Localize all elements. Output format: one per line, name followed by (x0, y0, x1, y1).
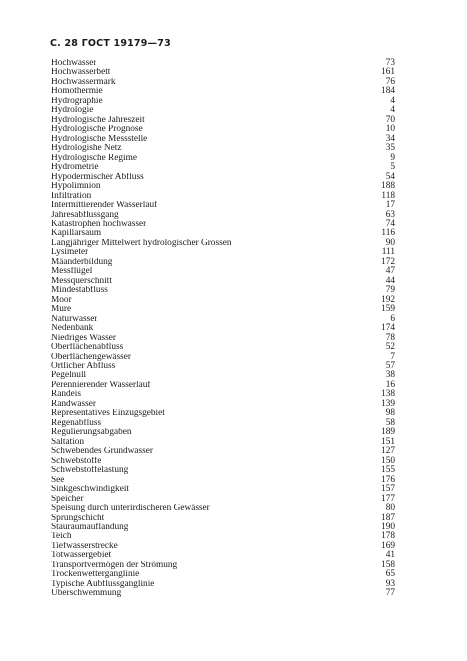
index-entry (51, 201, 395, 210)
index-term: Oberflächengewässer (51, 352, 132, 362)
index-term: Infiltration (51, 191, 92, 201)
index-page-number: 187 (381, 512, 395, 523)
index-term: Speicher (51, 494, 84, 504)
index-entry (51, 551, 395, 560)
index-page-number: 139 (381, 398, 395, 409)
index-page-number: 54 (385, 171, 395, 182)
index-entry (51, 315, 395, 324)
index-entry (51, 476, 395, 485)
index-page-number: 177 (381, 493, 395, 504)
index-entry (51, 466, 395, 475)
index-page-number: 188 (381, 181, 395, 192)
index-entry (51, 59, 395, 68)
index-term: Sprungschicht (51, 513, 105, 523)
index-page-number: 16 (385, 379, 395, 390)
index-term: Regulierungsabgaben (51, 428, 132, 438)
index-entry (51, 381, 395, 390)
index-page-number: 41 (385, 550, 395, 561)
index-page-number: 172 (381, 256, 395, 267)
index-entry (51, 514, 395, 523)
index-term: Homothermie (51, 87, 103, 97)
index-page-number: 65 (385, 569, 395, 580)
index-entry (51, 163, 395, 172)
index-term: Messquerschnitt (51, 276, 112, 286)
index-term: Ortlicher Abfluss (51, 362, 116, 371)
index-entry (51, 495, 395, 504)
index-entry (51, 542, 395, 551)
index-term: Hydrologishe Netz (51, 144, 122, 154)
index-page-number: 57 (385, 361, 395, 371)
index-term: Hochwasser (51, 59, 97, 68)
index-entry (51, 400, 395, 409)
index-page-number: 79 (385, 285, 395, 296)
index-term: Randwasser (51, 399, 96, 409)
index-term: Mure (51, 305, 72, 315)
index-page-number: 58 (385, 417, 395, 428)
index-page-number: 151 (381, 436, 395, 447)
index-page-number: 77 (385, 588, 395, 599)
index-page-number: 138 (381, 389, 395, 400)
index-page-number: 190 (381, 521, 395, 532)
index-page-number: 111 (381, 247, 395, 258)
index-term: Schwebstoffe (51, 456, 102, 466)
index-page-number: 150 (381, 455, 395, 466)
index-term: Mindestabfluss (51, 286, 108, 296)
index-page-number: 9 (390, 152, 395, 163)
index-term: Kapillarsaum (51, 229, 102, 239)
index-page-number: 74 (385, 218, 395, 229)
index-term: Mäanderbildung (51, 257, 113, 267)
index-term: Oberflächenabfluss (51, 343, 124, 353)
index-page-number: 73 (385, 58, 395, 68)
index-page-number: 34 (385, 133, 395, 144)
index-term: Regenabfluss (51, 418, 102, 428)
index-term: Überschwemmung (51, 589, 122, 599)
index-entry (51, 457, 395, 466)
index-term: Teich (51, 532, 72, 542)
index-page-number: 178 (381, 531, 395, 542)
index-term: Hydrologische Jahreszeit (51, 115, 145, 125)
index-page-number: 10 (385, 124, 395, 135)
index-page-number: 76 (385, 76, 395, 87)
index-entry (51, 116, 395, 125)
index-page-number: 184 (381, 86, 395, 97)
index-page-number: 155 (381, 465, 395, 476)
index-page-number: 6 (390, 313, 395, 324)
index-entry (51, 258, 395, 267)
index-entry (51, 353, 395, 362)
index-term: Hydrologische Regime (51, 153, 137, 163)
index-term: Hydrometrie (51, 163, 99, 173)
index-term: See (51, 475, 65, 485)
index-page-number: 118 (381, 190, 395, 201)
index-entry (51, 438, 395, 447)
index-entry (51, 277, 395, 286)
index-page-number: 38 (385, 370, 395, 381)
index-entry (51, 229, 395, 238)
index-term: Speisung durch unterirdischeren Gewässer (51, 504, 210, 514)
index-entry (51, 371, 395, 380)
index-term: Hydrologische Messstelle (51, 134, 148, 144)
index-entry (51, 589, 395, 598)
index-page-number: 192 (381, 294, 395, 305)
index-term: Sinkgeschwindigkeit (51, 485, 129, 495)
index-term: Perennierender Wasserlauf (51, 380, 151, 390)
index-page-number: 189 (381, 427, 395, 438)
index-entry (51, 106, 395, 115)
index-entry (51, 561, 395, 570)
index-term: Schwebendes Grundwasser (51, 447, 153, 457)
index-term: Typische Aubflussganglinie (51, 579, 155, 589)
index-page-number: 127 (381, 446, 395, 457)
index-term: Intermittierender Wasserlauf (51, 201, 158, 211)
index-page-number: 17 (385, 200, 395, 211)
index-page-number: 44 (385, 275, 395, 286)
index-term: Hydrologische Prognose (51, 125, 143, 135)
index-term: Moor (51, 295, 72, 305)
index-entry (51, 248, 395, 257)
index-entry (51, 87, 395, 96)
index-term: Hochwassermark (51, 77, 116, 87)
index-entry (51, 334, 395, 343)
index-page-number: 35 (385, 143, 395, 154)
index-list (51, 59, 395, 599)
index-term: Stauraumauflandung (51, 522, 129, 532)
index-entry (51, 78, 395, 87)
index-term: Schwebstoffelastung (51, 466, 129, 476)
index-page-number: 93 (385, 578, 395, 589)
index-entry (51, 532, 395, 541)
index-entry (51, 286, 395, 295)
index-page-number: 158 (381, 559, 395, 570)
index-entry (51, 504, 395, 513)
index-entry (51, 523, 395, 532)
index-entry (51, 580, 395, 589)
index-entry (51, 239, 395, 248)
index-term: Hydrographie (51, 96, 103, 106)
index-page-number: 47 (385, 266, 395, 277)
index-entry (51, 144, 395, 153)
index-term: Katastrophen hochwasser (51, 219, 147, 229)
index-page-number: 78 (385, 332, 395, 343)
index-entry (51, 97, 395, 106)
index-page-number: 161 (381, 67, 395, 78)
index-term: Transportvermögen der Strömung (51, 560, 178, 570)
index-entry (51, 362, 395, 371)
index-page-number: 70 (385, 114, 395, 125)
index-term: Pegelnull (51, 371, 87, 381)
index-page-number: 169 (381, 540, 395, 551)
index-entry (51, 154, 395, 163)
index-page-number: 98 (385, 408, 395, 419)
index-entry (51, 135, 395, 144)
page-header: С. 28 ГОСТ 19179—73 (50, 38, 171, 49)
index-entry (51, 211, 395, 220)
index-term: Jahresabflussgang (51, 210, 119, 220)
index-term: Messflügel (51, 267, 93, 277)
index-entry (51, 305, 395, 314)
index-entry (51, 192, 395, 201)
index-term: Niedriges Wasser (51, 333, 116, 343)
index-term: Hypolimnion (51, 182, 101, 192)
index-term: Hypodermischer Abfluss (51, 172, 144, 182)
index-entry (51, 182, 395, 191)
index-entry (51, 267, 395, 276)
index-entry (51, 173, 395, 182)
index-entry (51, 390, 395, 399)
index-entry (51, 409, 395, 418)
index-term: Hochwasserbett (51, 68, 111, 78)
index-page-number: 5 (390, 162, 395, 173)
index-entry (51, 428, 395, 437)
index-entry (51, 68, 395, 77)
index-entry (51, 343, 395, 352)
index-entry (51, 220, 395, 229)
index-entry (51, 419, 395, 428)
index-page-number: 116 (381, 228, 395, 239)
index-page-number: 52 (385, 342, 395, 353)
index-entry (51, 125, 395, 134)
index-term: Totwassergebiet (51, 551, 112, 561)
index-page-number: 4 (390, 95, 395, 106)
index-page-number: 90 (385, 237, 395, 248)
index-entry (51, 324, 395, 333)
index-term: Hydrologie (51, 106, 94, 116)
index-page-number: 176 (381, 474, 395, 485)
index-entry (51, 485, 395, 494)
index-term: Nedenbank (51, 324, 94, 334)
index-page-number: 63 (385, 209, 395, 220)
index-page-number: 157 (381, 484, 395, 495)
index-term: Lysimeter (51, 248, 89, 258)
index-term: Randeis (51, 390, 81, 400)
index-entry (51, 570, 395, 579)
index-page-number: 174 (381, 323, 395, 334)
index-page-number: 159 (381, 304, 395, 315)
index-term: Representatives Einzugsgebiet (51, 409, 165, 419)
index-page-number: 4 (390, 105, 395, 116)
index-term: Naturwasser (51, 314, 98, 324)
index-page-number: 80 (385, 503, 395, 514)
index-term: Trockenwetterganglinie (51, 570, 140, 580)
index-term: Tiefwasserstrecke (51, 541, 118, 551)
index-term: Langjähriger Mittelwert hydrologischer Grossen (51, 238, 232, 248)
index-entry (51, 296, 395, 305)
index-page-number: 7 (390, 351, 395, 362)
index-term: Saltation (51, 437, 85, 447)
index-entry (51, 447, 395, 456)
